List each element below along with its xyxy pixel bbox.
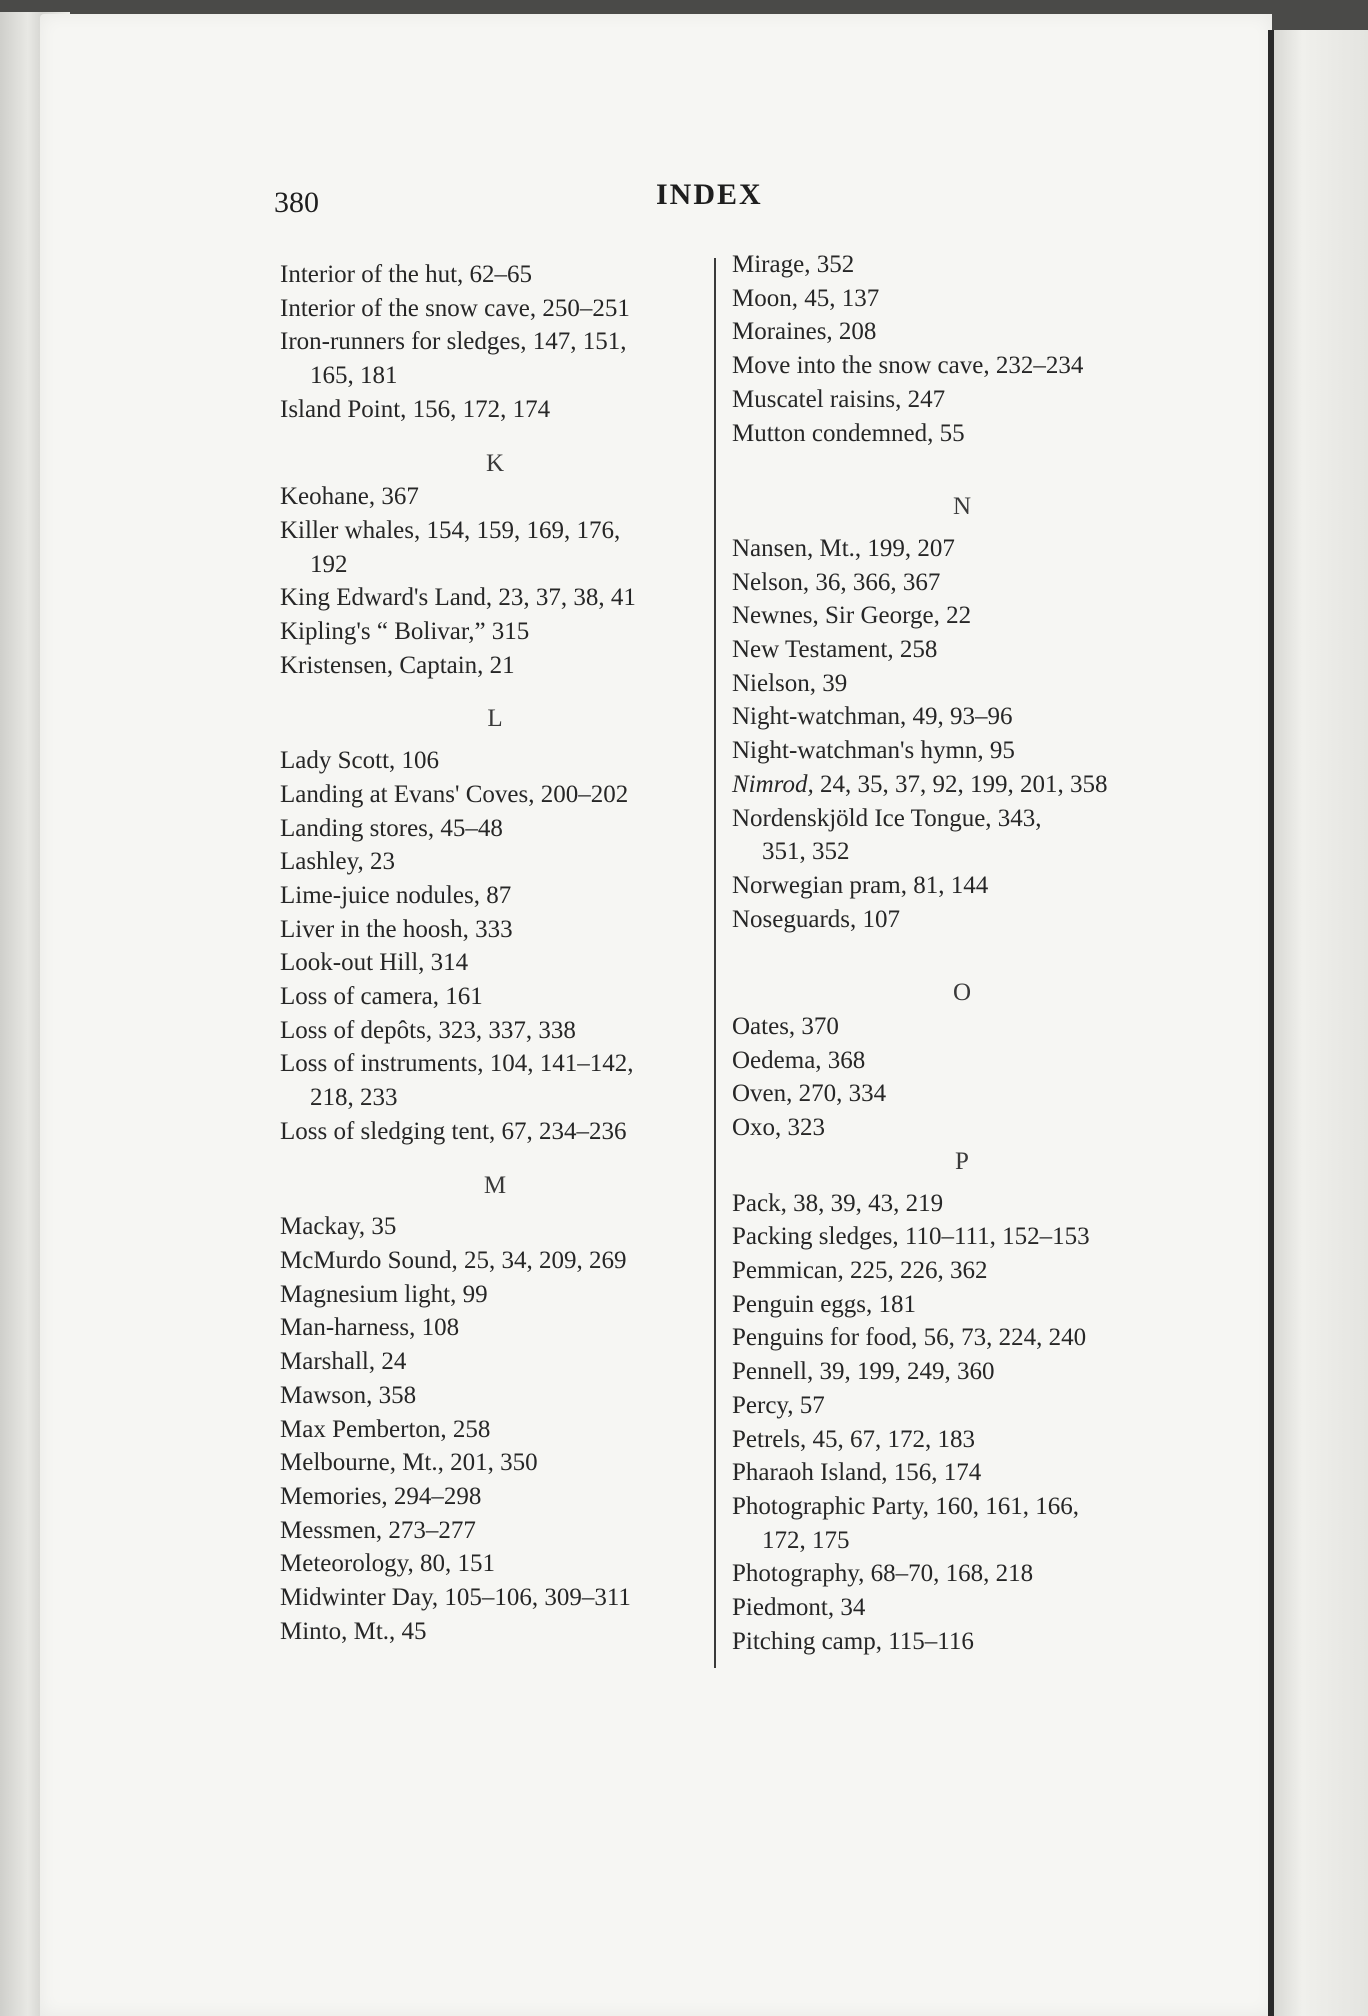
index-entry: Liver in the hoosh, 333 — [280, 915, 513, 943]
index-entry: Mirage, 352 — [732, 251, 855, 278]
index-entry: Killer whales, 154, 159, 169, 176, — [280, 516, 621, 544]
section-letter-k: K — [485, 449, 505, 477]
index-entry: Photographic Party, 160, 161, 166, — [732, 1492, 1079, 1520]
index-entry: Pennell, 39, 199, 249, 360 — [732, 1358, 995, 1386]
section-letter-o: O — [952, 979, 972, 1007]
section-letter-m: M — [483, 1171, 507, 1199]
index-entry: Interior of the hut, 62–65 — [280, 261, 533, 288]
index-entry: Loss of depôts, 323, 337, 338 — [280, 1016, 576, 1044]
index-entry: Pemmican, 225, 226, 362 — [732, 1256, 988, 1284]
index-entry: Oates, 370 — [732, 1013, 839, 1041]
index-entry: Nielson, 39 — [732, 669, 848, 697]
index-entry: Kristensen, Captain, 21 — [280, 651, 515, 679]
index-entry: Landing at Evans' Coves, 200–202 — [280, 780, 629, 808]
index-entry-continuation: 351, 352 — [762, 838, 850, 866]
index-entry: Move into the snow cave, 232–234 — [732, 352, 1084, 380]
index-entry: Lime-juice nodules, 87 — [280, 881, 512, 909]
index-entry: Melbourne, Mt., 201, 350 — [280, 1449, 538, 1477]
index-entry: Percy, 57 — [732, 1391, 825, 1419]
index-entry: Night-watchman's hymn, 95 — [732, 737, 1015, 765]
index-entry: Messmen, 273–277 — [280, 1516, 476, 1544]
index-entry: Max Pemberton, 258 — [280, 1415, 491, 1443]
index-entry: Kipling's “ Bolivar,” 315 — [280, 618, 530, 646]
index-entry: Keohane, 367 — [280, 483, 419, 511]
section-letter-p: P — [955, 1147, 969, 1175]
index-entry: Photography, 68–70, 168, 218 — [732, 1560, 1034, 1588]
index-entry: Nansen, Mt., 199, 207 — [732, 534, 955, 562]
index-entry: Minto, Mt., 45 — [280, 1617, 427, 1645]
index-entry: Lady Scott, 106 — [280, 747, 440, 775]
index-entry: Meteorology, 80, 151 — [280, 1550, 496, 1578]
index-entry: New Testament, 258 — [732, 636, 938, 664]
right-column — [732, 248, 1192, 1658]
index-entry-continuation: 165, 181 — [310, 362, 398, 390]
section-letter-l: L — [487, 705, 503, 733]
ship-name: Nimrod, — [732, 770, 814, 798]
index-entry: Moraines, 208 — [732, 318, 877, 346]
column-divider — [714, 258, 716, 1668]
facing-page-edge — [1274, 30, 1368, 2016]
index-entry: Landing stores, 45–48 — [280, 814, 503, 842]
index-entry-continuation: 172, 175 — [762, 1526, 850, 1554]
index-entry: Nordenskjöld Ice Tongue, 343, — [732, 804, 1042, 832]
index-entry: Loss of camera, 161 — [280, 983, 483, 1011]
section-letter-n: N — [952, 493, 972, 521]
index-entry: Oxo, 323 — [732, 1114, 826, 1142]
index-entry: Nelson, 36, 366, 367 — [732, 568, 941, 596]
index-entry: Pack, 38, 39, 43, 219 — [732, 1189, 944, 1217]
index-entry: Marshall, 24 — [280, 1348, 407, 1376]
index-entry: Night-watchman, 49, 93–96 — [732, 703, 1013, 731]
index-entry: Moon, 45, 137 — [732, 284, 880, 312]
index-entry: Newnes, Sir George, 22 — [732, 602, 972, 630]
index-entry: Oedema, 368 — [732, 1046, 866, 1074]
left-column — [280, 258, 710, 1648]
index-entry: Loss of sledging tent, 67, 234–236 — [280, 1117, 627, 1145]
index-entry: Iron-runners for sledges, 147, 151, — [280, 328, 627, 356]
index-entry: Piedmont, 34 — [732, 1594, 866, 1622]
index-entry-nimrod — [732, 768, 1192, 802]
index-entry: Norwegian pram, 81, 144 — [732, 871, 989, 899]
page-refs: 24, 35, 37, 92, 199, 201, 358 — [813, 770, 1108, 798]
index-entry: Petrels, 45, 67, 172, 183 — [732, 1425, 976, 1453]
index-entry: Pitching camp, 115–116 — [732, 1627, 974, 1655]
index-entry: Midwinter Day, 105–106, 309–311 — [280, 1584, 631, 1612]
index-entry: McMurdo Sound, 25, 34, 209, 269 — [280, 1246, 627, 1274]
index-entry: Look-out Hill, 314 — [280, 949, 469, 977]
index-entry: Mackay, 35 — [280, 1213, 397, 1241]
index-entry: Penguins for food, 56, 73, 224, 240 — [732, 1324, 1087, 1352]
index-entry: Mawson, 358 — [280, 1381, 417, 1409]
index-entry: Interior of the snow cave, 250–251 — [280, 294, 630, 322]
index-entry: Oven, 270, 334 — [732, 1080, 887, 1108]
index-entry-continuation: 192 — [310, 550, 348, 578]
index-entry: Mutton condemned, 55 — [732, 419, 965, 447]
index-entry: Island Point, 156, 172, 174 — [280, 395, 551, 423]
index-entry: Muscatel raisins, 247 — [732, 385, 946, 413]
index-entry: Memories, 294–298 — [280, 1482, 482, 1510]
index-entry: Noseguards, 107 — [732, 905, 901, 933]
index-entry: King Edward's Land, 23, 37, 38, 41 — [280, 584, 636, 612]
index-entry: Lashley, 23 — [280, 848, 396, 876]
index-entry: Pharaoh Island, 156, 174 — [732, 1459, 982, 1487]
index-entry: Loss of instruments, 104, 141–142, — [280, 1050, 634, 1078]
index-entry: Magnesium light, 99 — [280, 1280, 488, 1308]
index-entry-continuation: 218, 233 — [310, 1084, 398, 1112]
page-number: 380 — [274, 186, 319, 219]
index-entry: Man-harness, 108 — [280, 1314, 460, 1342]
index-entry: Penguin eggs, 181 — [732, 1290, 917, 1318]
index-entry: Packing sledges, 110–111, 152–153 — [732, 1223, 1090, 1251]
page-title: INDEX — [656, 178, 763, 211]
